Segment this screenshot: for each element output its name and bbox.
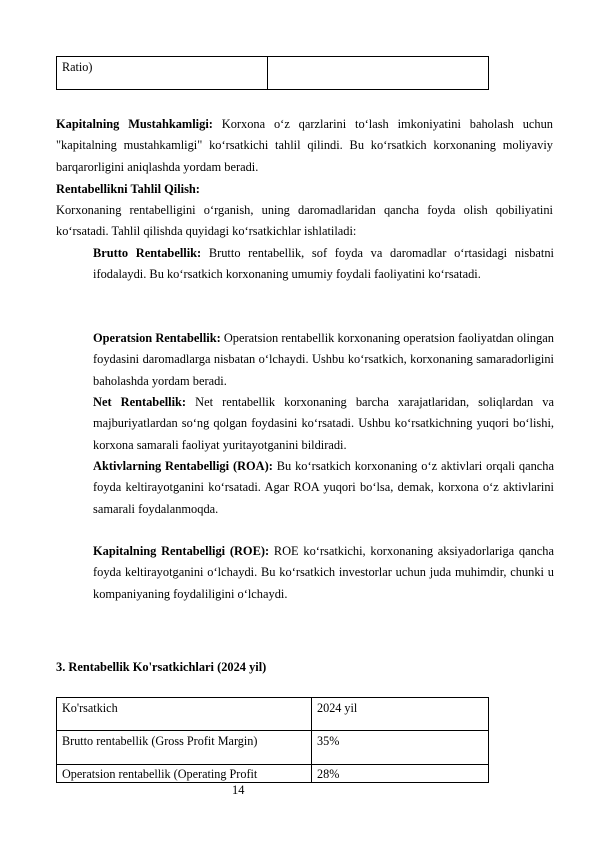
table-header-cell: Ko'rsatkich [57,698,312,731]
table-row [57,765,489,783]
table-cell: Brutto rentabellik (Gross Profit Margin) [57,731,312,765]
table-cell: Operatsion rentabellik (Operating Profit [57,765,312,783]
table-cell [268,57,489,90]
item-term: Net Rentabellik: [93,395,187,409]
item-term: Kapitalning Rentabelligi (ROE): [93,544,270,558]
table-header-row [57,698,489,731]
kapital-text: Korxona o‘z qarzlarini to‘lash imkoniyatini baholash uchun "kapitalning mustahkamligi" ko‘rsatkichi tahlil qilindi. Bu ko‘rsatkich korxonaning moliyaviy barqarorligini aniqlashda yordam beradi. [56,117,553,174]
item-term: Aktivlarning Rentabelligi (ROA): [93,459,273,473]
rentabellik-intro: Korxonaning rentabelligini o‘rganish, uning daromadlaridan qancha foyda olish qobiliyatini ko‘rsatadi. Tahlil qilishda quyidagi ko‘rsatkichlar ishlatiladi: [56,203,553,239]
list-item [93,392,554,456]
item-text: Operatsion rentabellik korxonaning operatsion faoliyatdan olingan foydasini daromadlarga nisbatan o‘lchaydi. Ushbu ko‘rsatkich, korxonaning samaradorligini baholashda yordam beradi. [93,331,554,388]
list-item [93,541,554,605]
table-row [57,57,489,90]
list-item [93,243,554,286]
kapital-heading: Kapitalning Mustahkamligi: [56,117,213,131]
section-heading: 3. Rentabellik Ko'rsatkichlari (2024 yil) [56,660,267,674]
item-text: Net rentabellik korxonaning barcha xarajatlaridan, soliqlardan va majburiyatlardan so‘ng qolgan foydasini ko‘rsatadi. Ushbu ko‘rsatkichning yuqori bo‘lishi, korxona samarali faoliyat yuritayotganini bildiradi. [93,395,554,452]
table-header-cell: 2024 yil [312,698,489,731]
item-text: Brutto rentabellik, sof foyda va daromadlar o‘rtasidagi nisbatni ifodalaydi. Bu ko‘rsatkich korxonaning umumiy foydali faoliyatini ko‘rsatadi. [93,246,554,282]
kapital-paragraph [56,114,553,178]
list-item [93,456,554,520]
page-number: 14 [232,783,245,797]
item-term: Brutto Rentabellik: [93,246,202,260]
ratios-table [56,697,489,783]
table-cell: 28% [312,765,489,783]
table-row [57,731,489,765]
rentabellik-heading: Rentabellikni Tahlil Qilish: [56,182,200,196]
table-cell: 35% [312,731,489,765]
item-term: Operatsion Rentabellik: [93,331,221,345]
table-cell: Ratio) [57,57,268,90]
item-text: Bu ko‘rsatkich korxonaning o‘z aktivlari orqali qancha foyda keltirayotganini ko‘rsatadi. Agar ROA yuqori bo‘lsa, demak, korxona o‘z aktivlarini samarali foydalanmoqda. [93,459,554,516]
list-item [93,328,554,392]
item-text: ROE ko‘rsatkichi, korxonaning aksiyadorlariga qancha foyda keltirayotganini o‘lchaydi. Bu ko‘rsatkich investorlar uchun juda muhimdir, chunki u kompaniyaning foydaliligini o‘lchaydi. [93,544,554,601]
continued-table [56,56,489,90]
